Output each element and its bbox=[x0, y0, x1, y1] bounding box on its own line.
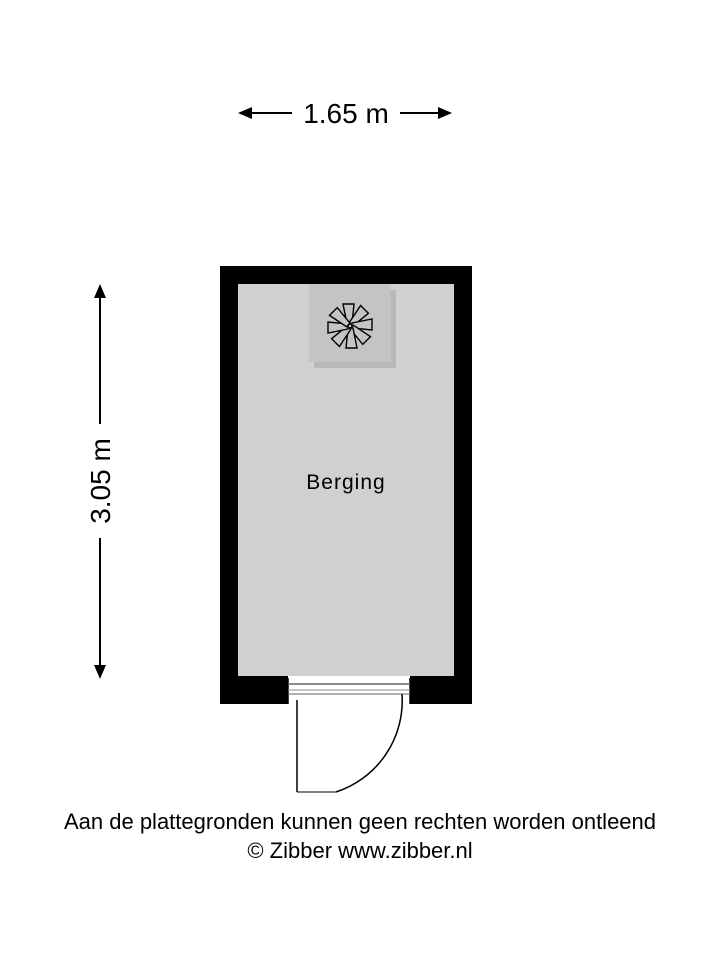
width-label: 1.65 m bbox=[303, 98, 389, 129]
door-swing-arc bbox=[336, 694, 402, 792]
height-arrow-top-head bbox=[94, 284, 106, 298]
width-arrow-left-head bbox=[238, 107, 252, 119]
room-label: Berging bbox=[306, 471, 386, 494]
width-arrow-right-head bbox=[438, 107, 452, 119]
ventilation-unit bbox=[309, 284, 396, 368]
height-dimension bbox=[85, 284, 116, 679]
height-arrow-bottom-head bbox=[94, 665, 106, 679]
width-dimension bbox=[238, 98, 452, 129]
copyright-text: © Zibber www.zibber.nl bbox=[247, 838, 473, 863]
height-label: 3.05 m bbox=[85, 438, 116, 524]
disclaimer-text: Aan de plattegronden kunnen geen rechten worden ontleend bbox=[63, 809, 657, 834]
